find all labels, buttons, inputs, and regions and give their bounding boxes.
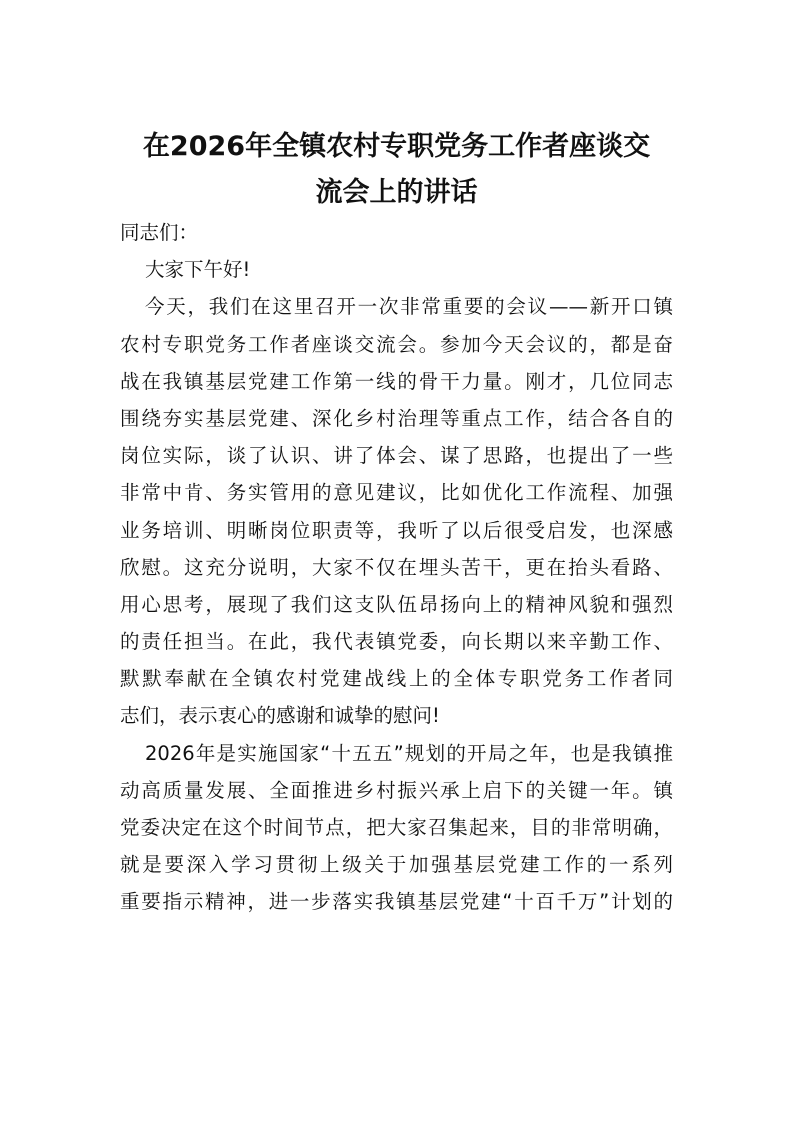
paragraph-line: 重要指示精神，进一步落实我镇基层党建“十百千万”计划的 bbox=[120, 890, 673, 914]
paragraph-line: 党委决定在这个时间节点，把大家召集起来，目的非常明确， bbox=[120, 816, 673, 839]
paragraph-line: 的责任担当。在此，我代表镇党委，向长期以来辛勤工作、 bbox=[120, 630, 673, 654]
paragraph-line: 非常中肯、务实管用的意见建议，比如优化工作流程、加强 bbox=[120, 481, 673, 505]
paragraph-line: 2026年是实施国家“十五五”规划的开局之年，也是我镇推 bbox=[145, 741, 673, 765]
paragraph bbox=[120, 735, 673, 921]
paragraph bbox=[120, 288, 673, 734]
paragraph-line: 农村专职党务工作者座谈交流会。参加今天会议的，都是奋 bbox=[120, 332, 673, 356]
paragraph-line: 动高质量发展、全面推进乡村振兴承上启下的关键一年。镇 bbox=[120, 778, 673, 802]
paragraph-line: 业务培训、明晰岗位职责等，我听了以后很受启发，也深感 bbox=[120, 518, 673, 542]
paragraph-line: 围绕夯实基层党建、深化乡村治理等重点工作，结合各自的 bbox=[120, 406, 673, 430]
paragraph-line: 欣慰。这充分说明，大家不仅在埋头苦干，更在抬头看路、 bbox=[120, 555, 673, 579]
paragraph-line: 岗位实际，谈了认识、讲了体会、谋了思路，也提出了一些 bbox=[120, 444, 673, 468]
title-line-2: 流会上的讲话 bbox=[315, 177, 478, 208]
paragraph-line: 战在我镇基层党建工作第一线的骨干力量。刚才，几位同志 bbox=[120, 369, 673, 393]
paragraph-line: 就是要深入学习贯彻上级关于加强基层党建工作的一系列 bbox=[120, 853, 673, 877]
paragraph-line: 默默奉献在全镇农村党建战线上的全体专职党务工作者同 bbox=[120, 667, 673, 691]
paragraph-line: 用心思考，展现了我们这支队伍昂扬向上的精神风貌和强烈 bbox=[120, 592, 673, 616]
paragraph-line: 今天，我们在这里召开一次非常重要的会议——新开口镇 bbox=[145, 295, 673, 319]
greeting: 大家下午好! bbox=[145, 258, 251, 282]
document-title bbox=[0, 124, 793, 216]
paragraphs bbox=[120, 288, 673, 920]
title-line-1: 在2026年全镇农村专职党务工作者座谈交 bbox=[142, 131, 651, 162]
document-body bbox=[120, 214, 673, 921]
salutation: 同志们： bbox=[120, 221, 199, 244]
paragraph-line: 志们，表示衷心的感谢和诚挚的慰问! bbox=[120, 704, 440, 728]
